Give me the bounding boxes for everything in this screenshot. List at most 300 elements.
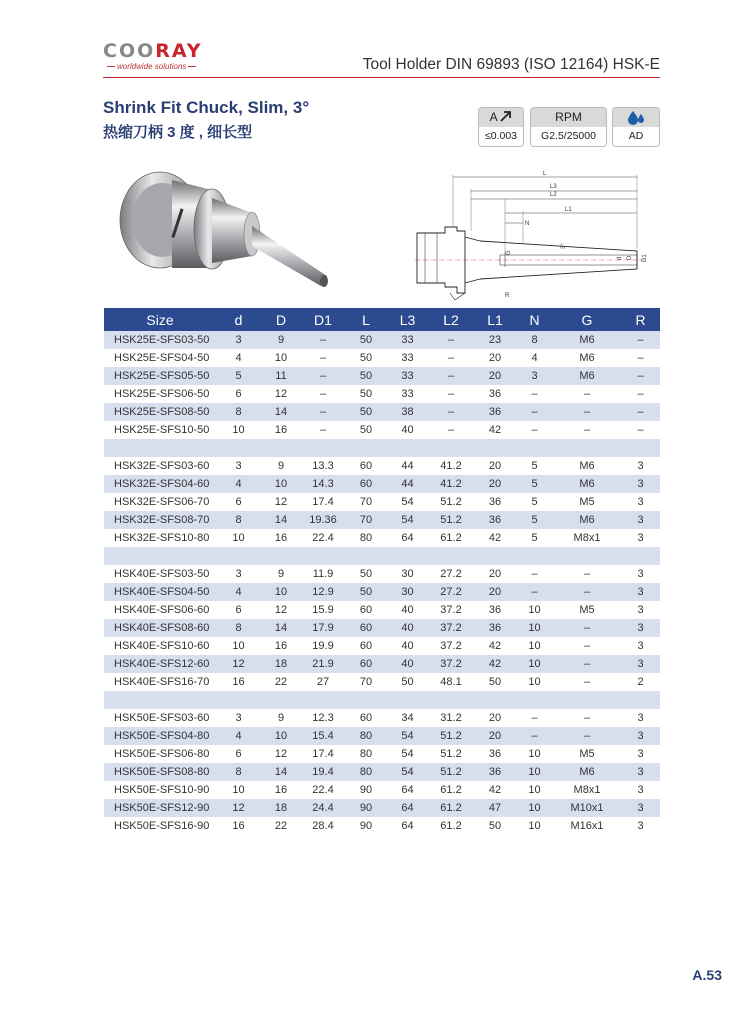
table-cell: 14 <box>261 763 301 781</box>
table-cell: 36 <box>474 511 516 529</box>
table-cell: 10 <box>528 604 541 616</box>
table-cell: 3 <box>637 460 644 472</box>
table-cell: – <box>301 403 345 421</box>
table-cell: 50 <box>345 331 387 349</box>
table-row <box>104 403 660 421</box>
table-cell: 3 <box>621 475 660 493</box>
table-cell: 42 <box>488 424 502 436</box>
table-row <box>104 367 660 385</box>
table-cell: – <box>553 403 621 421</box>
table-row <box>104 745 660 763</box>
table-cell <box>216 691 261 709</box>
table-cell: 30 <box>387 583 428 601</box>
arrow-up-right-icon <box>500 111 512 122</box>
size-cell: HSK40E-SFS12-60 <box>104 655 216 673</box>
table-row <box>104 583 660 601</box>
column-header: d <box>216 308 261 331</box>
table-cell: 42 <box>488 640 502 652</box>
table-cell: – <box>637 424 644 436</box>
column-header: N <box>516 308 553 331</box>
table-cell: 11 <box>261 367 301 385</box>
table-cell: – <box>447 388 455 400</box>
table-cell: 10 <box>274 352 288 364</box>
dim-label-D: D <box>627 255 633 260</box>
table-row <box>104 457 660 475</box>
table-cell: – <box>583 676 591 688</box>
table-cell: 90 <box>359 784 373 796</box>
table-row <box>104 421 660 439</box>
table-cell: 15.9 <box>312 604 334 616</box>
table-cell: 64 <box>387 799 428 817</box>
table-cell: – <box>621 367 660 385</box>
table-cell: 90 <box>345 799 387 817</box>
table-cell <box>516 439 553 457</box>
size-cell: HSK32E-SFS04-60 <box>104 475 216 493</box>
accuracy-value: ≤0.003 <box>479 127 523 146</box>
table-cell: – <box>428 331 474 349</box>
table-cell: 3 <box>621 727 660 745</box>
table-cell: 10 <box>516 655 553 673</box>
table-row <box>104 547 660 565</box>
table-cell: – <box>319 352 327 364</box>
table-cell: 9 <box>277 712 285 724</box>
table-cell: 33 <box>387 331 428 349</box>
table-cell: 8 <box>216 619 261 637</box>
table-cell <box>345 691 387 709</box>
table-cell: 4 <box>216 583 261 601</box>
table-cell: 60 <box>345 475 387 493</box>
column-header: D <box>261 308 301 331</box>
table-cell: M6 <box>579 460 595 472</box>
table-cell: 10 <box>516 763 553 781</box>
size-cell: HSK40E-SFS06-60 <box>114 604 210 616</box>
table-row <box>104 709 660 727</box>
table-cell: 3 <box>216 331 261 349</box>
table-cell: 3 <box>621 619 660 637</box>
table-cell: M5 <box>579 748 595 760</box>
table-cell: 44 <box>401 460 414 472</box>
table-cell: 11.9 <box>312 568 334 580</box>
table-cell: 12.9 <box>301 583 345 601</box>
table-cell: 80 <box>345 763 387 781</box>
table-cell: 10 <box>528 640 541 652</box>
table-cell: 19.9 <box>312 640 334 652</box>
table-cell: 40 <box>401 604 414 616</box>
size-cell: HSK50E-SFS06-80 <box>114 748 210 760</box>
table-cell <box>428 691 474 709</box>
table-cell: 3 <box>637 568 644 580</box>
table-cell: 22 <box>274 676 288 688</box>
table-header-row <box>104 308 660 331</box>
table-cell: – <box>531 568 538 580</box>
table-cell: 61.2 <box>440 784 462 796</box>
table-cell <box>621 547 660 565</box>
table-cell: 54 <box>387 763 428 781</box>
table-cell: – <box>516 727 553 745</box>
page-number: A.53 <box>692 967 722 983</box>
table-cell: 10 <box>528 820 541 832</box>
table-cell: 12 <box>274 748 288 760</box>
table-cell: 50 <box>359 568 373 580</box>
table-cell <box>553 691 621 709</box>
table-cell: – <box>447 424 455 436</box>
table-cell: 8 <box>516 331 553 349</box>
table-cell: 50 <box>345 367 387 385</box>
table-cell: 10 <box>516 799 553 817</box>
table-cell: 36 <box>474 403 516 421</box>
table-row <box>104 565 660 583</box>
dim-label-L2: L2 <box>550 192 557 198</box>
table-row <box>104 529 660 547</box>
size-cell: HSK25E-SFS10-50 <box>114 424 210 436</box>
table-cell <box>301 691 345 709</box>
table-cell: – <box>553 655 621 673</box>
table-cell: 16 <box>232 820 245 832</box>
table-cell: 54 <box>401 496 414 508</box>
table-cell <box>621 691 660 709</box>
table-cell: 51.2 <box>428 727 474 745</box>
table-cell: 3 <box>637 784 644 796</box>
table-row <box>104 493 660 511</box>
table-cell: 6 <box>235 388 242 400</box>
table-cell: 18 <box>261 799 301 817</box>
table-cell: 28.4 <box>312 820 334 832</box>
table-cell: 70 <box>359 676 373 688</box>
table-cell: 44 <box>387 475 428 493</box>
table-cell: 50 <box>488 676 502 688</box>
table-row <box>104 475 660 493</box>
table-cell: 5 <box>516 475 553 493</box>
table-cell: – <box>516 403 553 421</box>
table-cell: 20 <box>474 583 516 601</box>
size-cell: HSK32E-SFS03-60 <box>114 460 210 472</box>
table-cell: 12 <box>274 604 288 616</box>
table-cell: 12.3 <box>312 712 334 724</box>
table-cell: 12 <box>216 655 261 673</box>
table-cell: 9 <box>261 331 301 349</box>
table-cell: 3 <box>637 604 644 616</box>
table-cell <box>387 439 428 457</box>
size-cell: HSK25E-SFS04-50 <box>114 352 210 364</box>
size-cell: HSK50E-SFS04-80 <box>104 727 216 745</box>
table-cell: 40 <box>387 655 428 673</box>
size-cell: HSK32E-SFS08-70 <box>104 511 216 529</box>
dim-label-N: N <box>525 221 530 227</box>
size-cell: HSK50E-SFS08-80 <box>104 763 216 781</box>
table-cell: 20 <box>488 460 502 472</box>
table-cell: M6 <box>553 511 621 529</box>
table-cell: 8 <box>216 511 261 529</box>
table-cell: M6 <box>553 763 621 781</box>
table-cell: 21.9 <box>301 655 345 673</box>
size-cell: HSK40E-SFS10-60 <box>114 640 210 652</box>
table-cell: 36 <box>474 619 516 637</box>
coolant-value: AD <box>613 127 659 146</box>
table-cell: M5 <box>579 496 595 508</box>
table-cell: 3 <box>637 640 644 652</box>
table-cell: – <box>447 352 455 364</box>
table-cell: 13.3 <box>312 460 334 472</box>
table-cell: 34 <box>401 712 414 724</box>
table-row <box>104 727 660 745</box>
table-cell: – <box>553 583 621 601</box>
table-cell: 14.3 <box>301 475 345 493</box>
table-cell: 20 <box>474 475 516 493</box>
table-cell: 3 <box>235 460 242 472</box>
table-cell: 61.2 <box>440 532 462 544</box>
size-cell: HSK50E-SFS16-90 <box>114 820 210 832</box>
dim-label-D1: D1 <box>642 254 648 262</box>
table-cell: 16 <box>274 640 288 652</box>
table-cell: 8 <box>216 763 261 781</box>
size-cell: HSK50E-SFS12-90 <box>104 799 216 817</box>
table-cell <box>387 691 428 709</box>
table-cell: 20 <box>474 727 516 745</box>
dim-label-L3: L3 <box>550 184 557 190</box>
table-cell: 3 <box>621 763 660 781</box>
table-cell: 42 <box>488 784 502 796</box>
table-cell: 4 <box>235 352 242 364</box>
table-cell: 27.2 <box>440 568 462 580</box>
table-cell: – <box>583 640 591 652</box>
table-cell: 60 <box>345 655 387 673</box>
column-header: L3 <box>387 308 428 331</box>
table-cell: 12 <box>274 496 288 508</box>
table-cell <box>216 439 261 457</box>
table-cell: 10 <box>528 748 541 760</box>
table-cell <box>428 439 474 457</box>
table-cell: 22.4 <box>312 532 334 544</box>
table-cell: 60 <box>345 619 387 637</box>
size-cell: HSK50E-SFS03-60 <box>114 712 210 724</box>
table-cell: 33 <box>401 352 414 364</box>
table-cell: 19.36 <box>301 511 345 529</box>
table-cell: 3 <box>516 367 553 385</box>
rpm-value: G2.5/25000 <box>531 127 606 146</box>
dim-label-L: L <box>543 171 547 177</box>
table-cell <box>428 547 474 565</box>
table-cell: 10 <box>232 532 245 544</box>
table-cell: – <box>621 403 660 421</box>
table-cell: M16x1 <box>570 820 604 832</box>
table-cell <box>216 547 261 565</box>
table-cell: 15.4 <box>301 727 345 745</box>
table-row <box>104 655 660 673</box>
table-cell: 64 <box>401 820 414 832</box>
table-row <box>104 385 660 403</box>
size-cell: HSK25E-SFS06-50 <box>114 388 210 400</box>
size-cell: HSK32E-SFS10-80 <box>114 532 210 544</box>
dim-label-G: G <box>506 250 512 255</box>
table-cell: 10 <box>528 676 541 688</box>
table-cell: 37.2 <box>440 604 462 616</box>
table-cell: 60 <box>359 460 373 472</box>
table-cell: 27 <box>316 676 330 688</box>
table-cell <box>301 439 345 457</box>
table-cell: 54 <box>387 727 428 745</box>
accuracy-spec-box <box>478 107 524 147</box>
table-cell: – <box>516 583 553 601</box>
table-cell: – <box>301 331 345 349</box>
table-cell: 5 <box>531 460 538 472</box>
table-cell: 10 <box>516 619 553 637</box>
table-cell: 50 <box>488 820 502 832</box>
table-cell: 14 <box>261 619 301 637</box>
table-cell: 37.2 <box>428 655 474 673</box>
table-body <box>104 331 660 835</box>
logo-word-part1: COO <box>103 40 156 62</box>
table-row <box>104 691 660 709</box>
table-row <box>104 349 660 367</box>
table-cell: 22 <box>274 820 288 832</box>
table-cell: – <box>428 403 474 421</box>
table-cell: 17.9 <box>301 619 345 637</box>
size-cell: HSK25E-SFS03-50 <box>104 331 216 349</box>
table-cell: 3 <box>235 712 242 724</box>
table-cell: 20 <box>488 352 502 364</box>
table-cell: 10 <box>528 784 541 796</box>
water-drops-icon <box>626 110 646 125</box>
table-cell: 3 <box>621 799 660 817</box>
column-header: D1 <box>301 308 345 331</box>
table-cell: 51.2 <box>428 511 474 529</box>
table-cell: 61.2 <box>440 820 462 832</box>
table-cell <box>621 439 660 457</box>
table-cell: 20 <box>488 568 502 580</box>
table-cell: 80 <box>359 532 373 544</box>
table-cell: 3 <box>621 655 660 673</box>
column-header: Size <box>104 308 216 331</box>
table-cell <box>474 691 516 709</box>
table-cell <box>261 691 301 709</box>
size-cell: HSK40E-SFS04-50 <box>104 583 216 601</box>
size-cell: HSK25E-SFS05-50 <box>104 367 216 385</box>
table-cell: 16 <box>274 424 288 436</box>
table-cell: 20 <box>474 367 516 385</box>
table-cell: 10 <box>261 475 301 493</box>
product-photo <box>112 168 342 303</box>
table-cell: – <box>301 367 345 385</box>
table-cell: – <box>319 424 327 436</box>
table-cell: 51.2 <box>428 763 474 781</box>
column-header: L1 <box>474 308 516 331</box>
table-cell: 5 <box>531 496 538 508</box>
table-cell: 16 <box>232 676 245 688</box>
product-title: Shrink Fit Chuck, Slim, 3° <box>103 98 310 117</box>
table-cell: M8x1 <box>573 784 601 796</box>
table-cell: 64 <box>401 532 414 544</box>
table-cell: M6 <box>579 352 595 364</box>
table-cell: 60 <box>359 640 373 652</box>
table-cell <box>261 439 301 457</box>
table-cell: 9 <box>277 568 285 580</box>
table-cell: 3 <box>637 532 644 544</box>
size-cell: HSK32E-SFS06-70 <box>114 496 210 508</box>
table-cell: 10 <box>261 727 301 745</box>
size-cell <box>104 691 216 709</box>
technical-drawing <box>405 165 650 300</box>
table-cell: 60 <box>359 604 373 616</box>
table-cell: 40 <box>401 424 414 436</box>
table-cell: 3 <box>637 820 644 832</box>
table-cell: 30 <box>401 568 414 580</box>
table-cell <box>516 547 553 565</box>
table-cell: 22.4 <box>312 784 334 796</box>
column-header: L2 <box>428 308 474 331</box>
table-cell: 4 <box>216 727 261 745</box>
table-cell: 40 <box>401 640 414 652</box>
table-cell: 12 <box>274 388 288 400</box>
table-cell: 50 <box>359 424 373 436</box>
table-cell <box>345 547 387 565</box>
table-cell: – <box>583 568 591 580</box>
table-cell: M8x1 <box>573 532 601 544</box>
table-cell: 3 <box>637 748 644 760</box>
table-cell: 14 <box>261 511 301 529</box>
table-cell <box>553 547 621 565</box>
dim-label-d: d <box>617 256 623 260</box>
table-cell: 36 <box>488 496 502 508</box>
table-row <box>104 439 660 457</box>
table-cell: 16 <box>274 784 288 796</box>
table-cell: 36 <box>488 604 502 616</box>
table-cell: – <box>531 712 538 724</box>
size-cell: HSK25E-SFS08-50 <box>104 403 216 421</box>
table-cell: 4 <box>216 475 261 493</box>
product-title-cn: 热缩刀柄 3 度 , 细长型 <box>103 124 253 141</box>
table-cell: 10 <box>232 640 245 652</box>
table-cell: 90 <box>359 820 373 832</box>
table-cell <box>553 439 621 457</box>
table-cell: 50 <box>401 676 414 688</box>
logo-word-part2: RAY <box>155 40 203 62</box>
brand-logo <box>103 40 243 74</box>
table-cell: 61.2 <box>428 799 474 817</box>
table-cell: 5 <box>516 511 553 529</box>
header-rule <box>103 77 660 78</box>
table-cell: 3 <box>621 511 660 529</box>
table-cell: 14 <box>261 403 301 421</box>
table-cell: – <box>637 388 644 400</box>
table-row <box>104 817 660 835</box>
table-row <box>104 637 660 655</box>
table-cell: 50 <box>345 403 387 421</box>
table-cell: M6 <box>553 331 621 349</box>
table-cell: – <box>583 388 591 400</box>
table-cell: – <box>637 352 644 364</box>
table-cell: M5 <box>579 604 595 616</box>
column-header: L <box>345 308 387 331</box>
table-cell: 17.4 <box>312 496 334 508</box>
table-cell: – <box>553 727 621 745</box>
table-cell: 54 <box>387 511 428 529</box>
table-cell: 50 <box>345 583 387 601</box>
dim-label-angle: 3° <box>561 243 567 249</box>
table-cell: 33 <box>401 388 414 400</box>
table-row <box>104 511 660 529</box>
table-cell: 41.2 <box>440 460 462 472</box>
table-cell: 37.2 <box>428 619 474 637</box>
table-cell: 42 <box>474 655 516 673</box>
size-cell <box>104 439 216 457</box>
table-cell: M6 <box>553 475 621 493</box>
logo-tagline-text: worldwide solutions <box>117 62 187 71</box>
table-cell: 6 <box>235 496 242 508</box>
table-cell: 5 <box>216 367 261 385</box>
table-cell: 36 <box>488 388 502 400</box>
table-cell: 36 <box>488 748 502 760</box>
header-title: Tool Holder DIN 69893 (ISO 12164) HSK-E <box>362 56 660 73</box>
